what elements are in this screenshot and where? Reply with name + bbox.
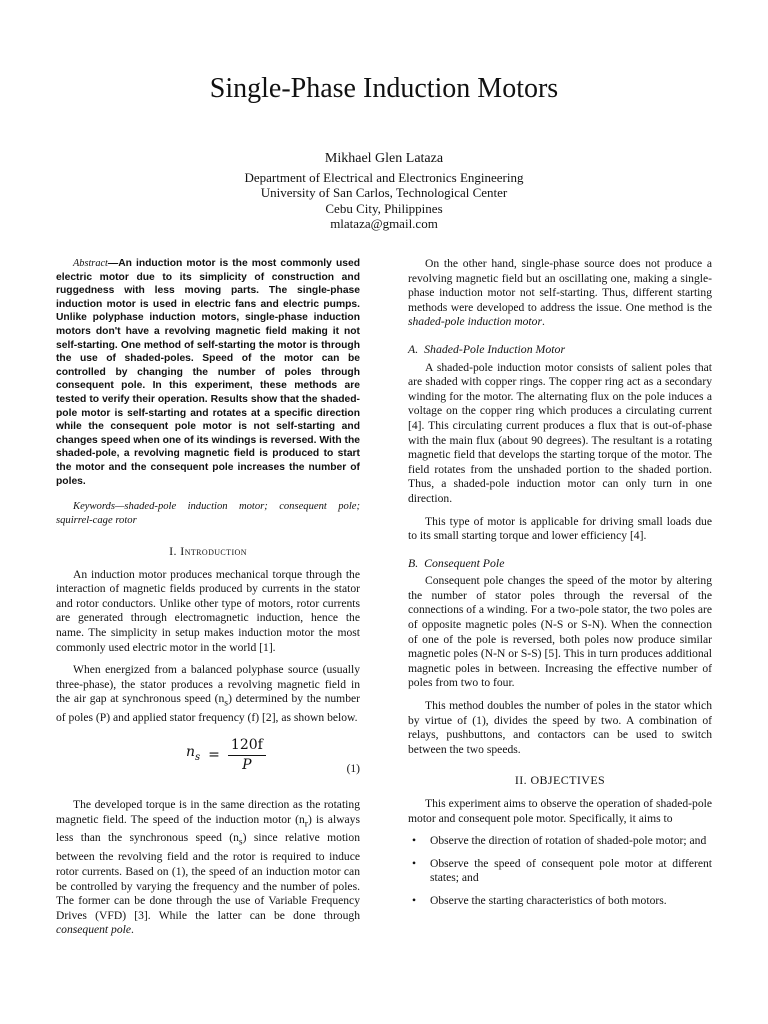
equation-lhs (186, 745, 200, 765)
abstract-dash: — (107, 258, 119, 269)
author-block (0, 151, 768, 232)
objectives-list (408, 834, 712, 908)
keywords (56, 500, 360, 528)
paper-title: Single-Phase Induction Motors (209, 73, 559, 104)
intro-paragraph-3 (56, 798, 360, 938)
intro-p3-sub-1: r (304, 817, 308, 829)
intro-paragraph-2 (56, 663, 360, 726)
objective-text: Observe the starting characteristics of both motors. (430, 893, 667, 907)
keywords-text: shaded-pole induction motor; consequent pole; squirrel-cage rotor (56, 501, 360, 527)
section-heading-introduction: I. Introduction (169, 544, 247, 559)
subsection-a-title: Shaded-Pole Induction Motor (424, 341, 566, 356)
consequent-pole-paragraph-2: This method doubles the number of poles in the stator which by virtue of (1), divides the speed by two. A combination of relays, pushbuttons, and contactors can be used to switch between the two speeds. (408, 699, 712, 756)
intro-paragraph-1: An induction motor produces mechanical torque through the interaction of magnetic fields produced by currents in the stator and rotor conductors. Unlike other type of motors, rotor currents are generated through electromagnetic induction, hence the name. The simplicity in setup makes induction motor the most commonly used electric motor in the world [1]. (56, 567, 360, 654)
equation-denominator: P (242, 756, 252, 773)
author-name: Mikhael Glen Lataza (324, 151, 444, 166)
author-university: University of San Carlos, Technological Center (260, 185, 508, 200)
left-column (56, 257, 360, 946)
objective-item (412, 856, 712, 886)
section-heading-objectives: II. OBJECTIVES (514, 773, 606, 788)
right-column (408, 257, 712, 917)
right-p1-text: On the other hand, single-phase source does not produce a revolving magnetic field but an oscillating one, making a single-phase induction motor not self-starting. Thus, different starting methods were developed to address the issue. One method is the (408, 257, 712, 314)
equation-numerator: 120f (228, 738, 266, 756)
objective-text: Observe the direction of rotation of shaded-pole motor; and (430, 834, 707, 848)
objective-item (412, 834, 712, 849)
subsection-a-number: A. (408, 341, 419, 356)
equation-lhs-symbol: n (186, 743, 196, 760)
intro-p2-sub: s (224, 697, 229, 709)
shaded-pole-paragraph-2: This type of motor is applicable for driving small loads due to its small starting torque and lower efficiency [4]. (408, 514, 712, 543)
bullet-icon: • (412, 893, 417, 907)
intro-p3-end: . (131, 923, 134, 937)
equation-1 (56, 738, 360, 788)
intro-p3-text-b: ) is always less than the synchronous speed (n (56, 812, 360, 845)
equation-body (186, 738, 266, 772)
subsection-b-number: B. (408, 555, 419, 570)
subsection-b-title: Consequent Pole (424, 555, 505, 570)
abstract-label: Abstract (73, 258, 108, 269)
abstract (56, 257, 360, 488)
intro-p3-emphasis: consequent pole (56, 923, 132, 937)
consequent-pole-paragraph-1: Consequent pole changes the speed of the motor by altering the number of stator poles through the reversal of the connections of a winding. For a two-pole stator, the two poles are of opposite magnetic poles (N-S or S-N). When the connection of one of the pole is reversed, both poles now produce similar magnetic poles (N-N or S-S) [5]. This in turn produces additional magnetic poles in between. Increasing the effective number of poles from two to four. (408, 574, 712, 690)
right-p1-end: . (541, 315, 545, 329)
bullet-icon: • (412, 834, 417, 848)
objective-text: Observe the speed of consequent pole motor at different states; and (430, 856, 712, 885)
bullet-icon: • (412, 856, 417, 870)
equation-equals: = (208, 746, 220, 763)
equation-fraction (228, 738, 266, 772)
objectives-intro: This experiment aims to observe the operation of shaded-pole motor and consequent pole motor. Specifically, it aims to (408, 797, 712, 825)
right-p1-emphasis: shaded-pole induction motor (408, 315, 542, 329)
intro-p3-text-a: The developed torque is in the same direction as the rotating magnetic field. The speed of the induction motor (n (56, 797, 360, 826)
subsection-heading-a (408, 342, 712, 357)
objective-item (412, 893, 712, 909)
intro-p2-text-a: When energized from a balanced polyphase source (usually three-phase), the stator produces a revolving magnetic field in the air gap at synchronous speed (n (56, 663, 360, 706)
equation-number: (1) (346, 762, 360, 775)
intro-p2-text-b: ) determined by the number of poles (P) and applied stator frequency (f) [2], as shown below. (56, 692, 360, 725)
intro-p3-sub-2: s (238, 836, 243, 848)
equation-lhs-sub: s (195, 751, 201, 763)
subsection-heading-b (408, 556, 712, 571)
abstract-text: An induction motor is the most commonly used electric motor due to its simplicity of construction and ruggedness with less moving parts. The single-phase induction motor is used in electric fans and electric pumps. Unlike polyphase induction motors, single-phase induction motors don't have a revolving magnetic field making it not self-starting. One method of self-starting the motor is through the use of shaded-poles. Speed of the motor can be controlled by changing the number of poles through consequent pole. In this experiment, these methods are tested to verify their operation. Results show that the shaded-pole motor is self-starting and rotates at a specific direction while the consequent pole motor is not self-starting and changes speed when one of its windings is reversed. With the shaded-pole, a revolving magnetic field is produced to start the motor and the consequent pole increases the number of poles. (56, 258, 360, 487)
author-email: mlataza@gmail.com (330, 216, 438, 231)
author-department: Department of Electrical and Electronics Engineering (244, 169, 524, 185)
author-city: Cebu City, Philippines (325, 200, 443, 216)
right-paragraph-1 (408, 257, 712, 330)
keywords-label: Keywords— (73, 501, 125, 513)
intro-p3-text-c: ) since relative motion between the revolving field and the rotor is required to induce rotor currents. Based on (1), the speed of an induction motor can be controlled by varying the frequency and the number of poles. The former can be done through the use of Variable Frequency Drives (VFD) [3]. While the latter can be done through (56, 831, 360, 922)
shaded-pole-paragraph-1: A shaded-pole induction motor consists of salient poles that are shaded with copper rings. The copper ring act as a secondary winding for the motor. The alternating flux on the pole induces a voltage on the copper ring which produces a circulating current [4]. This circulating current produces a flux that is out-of-phase with the main flux (about 90 degrees). The resultant is a rotating magnetic field that develops the starting torque of the motor. The field rotates from the unshaded portion to the shaded portion. Thus, a shaded-pole induction motor can only turn in one direction. (408, 360, 712, 505)
